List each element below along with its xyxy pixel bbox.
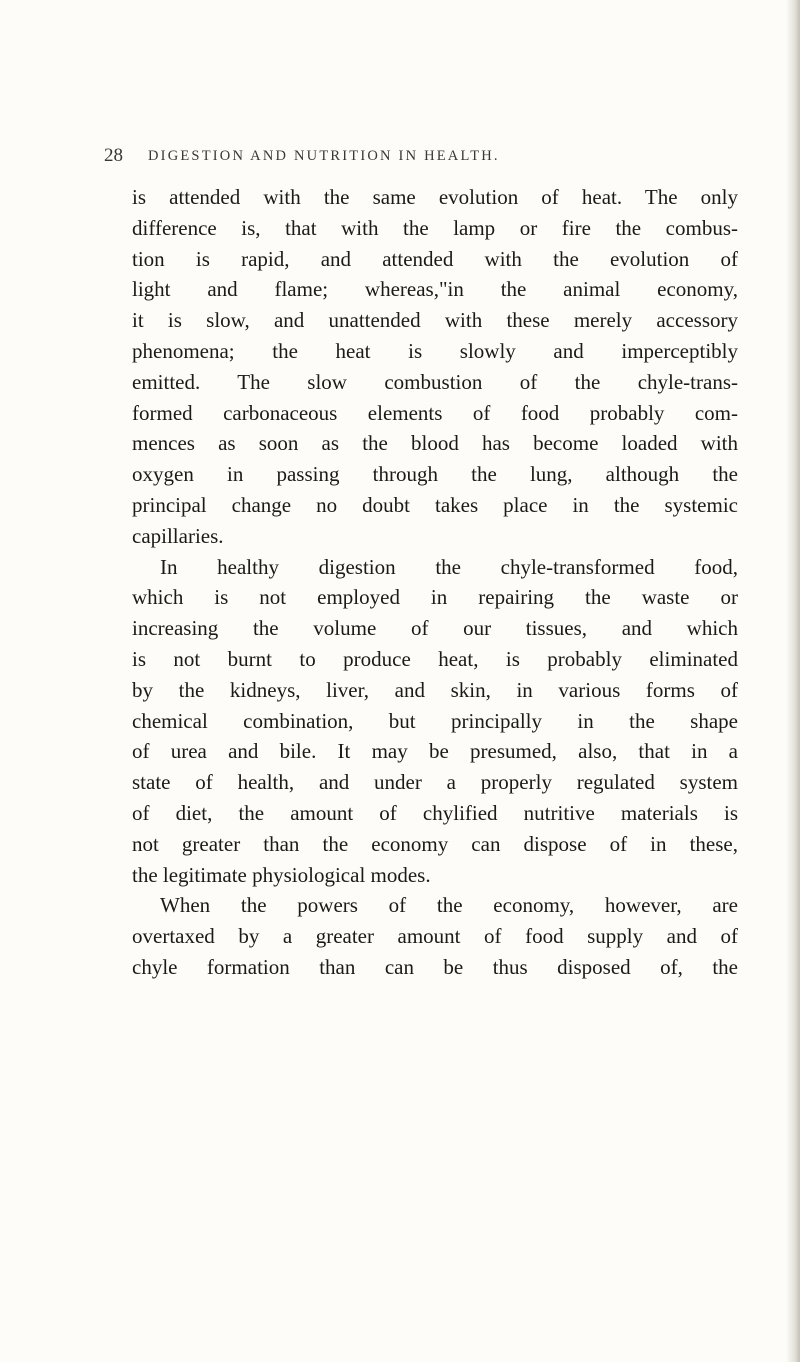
- text-line: state of health, and under a properly regulated system: [132, 770, 738, 795]
- page-edge-shadow: [786, 0, 800, 1362]
- text-line: tion is rapid, and attended with the evolution of: [132, 246, 738, 271]
- paragraph: [132, 552, 744, 891]
- body-text: [132, 182, 744, 983]
- paragraph: [132, 890, 744, 982]
- text-line: which is not employed in repairing the waste or: [132, 585, 738, 610]
- text-line: is not burnt to produce heat, is probably eliminated: [132, 646, 738, 671]
- text-line: is attended with the same evolution of heat. The only: [132, 185, 738, 209]
- text-line: principal change no doubt takes place in the systemic: [132, 492, 738, 517]
- running-head: DIGESTION AND NUTRITION IN HEALTH.: [148, 148, 500, 164]
- text-line: the legitimate physiological modes.: [132, 862, 431, 887]
- paragraph: [132, 182, 744, 552]
- text-line: oxygen in passing through the lung, although the: [132, 462, 738, 487]
- text-line: When the powers of the economy, however, are: [160, 893, 738, 918]
- text-line: of diet, the amount of chylified nutritive materials is: [132, 800, 738, 825]
- text-line: capillaries.: [132, 523, 224, 548]
- text-line: increasing the volume of our tissues, and which: [132, 616, 738, 641]
- text-line: mences as soon as the blood has become loaded with: [132, 431, 738, 456]
- text-line: difference is, that with the lamp or fire the combus-: [132, 215, 738, 240]
- text-line: it is slow, and unattended with these merely accessory: [132, 308, 738, 333]
- text-line: overtaxed by a greater amount of food supply and of: [132, 924, 738, 949]
- text-line: chemical combination, but principally in the shape: [132, 708, 738, 733]
- text-line: by the kidneys, liver, and skin, in various forms of: [132, 677, 738, 702]
- text-line: emitted. The slow combustion of the chyle-trans-: [132, 369, 738, 394]
- text-line: light and flame; whereas,"in the animal economy,: [132, 277, 738, 302]
- text-line: In healthy digestion the chyle-transformed food,: [160, 554, 738, 579]
- text-line: phenomena; the heat is slowly and imperceptibly: [132, 338, 738, 363]
- text-line: formed carbonaceous elements of food probably com-: [132, 400, 738, 425]
- text-line: chyle formation than can be thus disposed of, the: [132, 954, 738, 979]
- text-line: of urea and bile. It may be presumed, also, that in a: [132, 739, 738, 764]
- text-line: not greater than the economy can dispose of in these,: [132, 831, 738, 856]
- page-number: 28: [104, 145, 123, 166]
